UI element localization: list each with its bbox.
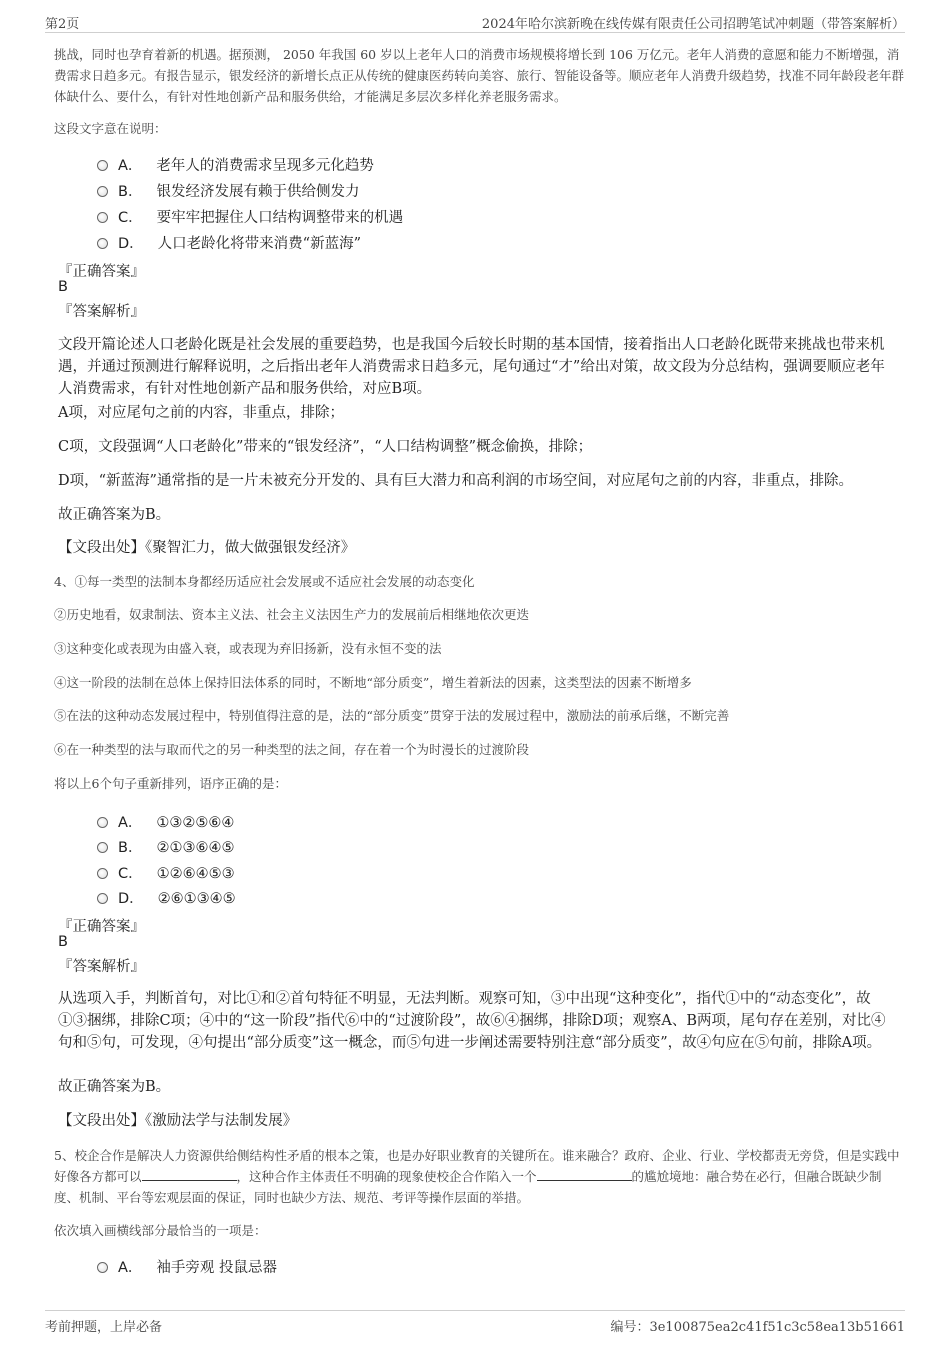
q3-analysis-p3: C项，文段强调“人口老龄化”带来的“银发经济”，“人口结构调整”概念偷换，排除； bbox=[58, 439, 593, 455]
footer-slogan: 考前押题，上岸必备 bbox=[45, 1320, 163, 1335]
radio-icon[interactable] bbox=[97, 238, 108, 249]
document-title: 2024年哈尔滨新晚在线传媒有限责任公司招聘笔试冲刺题（带答案解析） bbox=[481, 17, 905, 32]
q5-option-a[interactable]: A． 袖手旁观 投鼠忌器 bbox=[97, 1256, 277, 1277]
radio-icon[interactable] bbox=[97, 868, 108, 879]
q3-prompt: 这段文字意在说明： bbox=[54, 121, 167, 136]
q3-option-a[interactable]: A． 老年人的消费需求呈现多元化趋势 bbox=[97, 154, 374, 175]
radio-icon[interactable] bbox=[97, 186, 108, 197]
q4-analysis-p2: 故正确答案为B。 bbox=[58, 1079, 171, 1095]
q4-analysis-p1: 从选项入手，判断首句，对比①和②首句特征不明显，无法判断。观察可知，③中出现“这种变化”，指代①中的“动态变化”，故①③捆绑，排除C项；④中的“这一阶段”指代⑥中的“过渡阶段”，故⑥④捆绑，排除D项；观察A、B两项，尾句存在差别，对比④句和⑤句，可发现，④句提出“部分质变”这一概念，而⑤句进一步阐述需要特别注意“部分质变”，故④句应在⑤句前，排除A项。 bbox=[58, 991, 886, 1051]
page-number: 第2页 bbox=[45, 17, 80, 32]
blank-1 bbox=[142, 1168, 237, 1181]
q3-analysis-label: 『答案解析』 bbox=[58, 304, 145, 320]
radio-icon[interactable] bbox=[97, 212, 108, 223]
page-header bbox=[45, 8, 905, 33]
q4-sentence-1: 4、①每一类型的法制本身都经历适应社会发展或不适应社会发展的动态变化 bbox=[54, 574, 475, 589]
q3-option-c[interactable]: C． 要牢牢把握住人口结构调整带来的机遇 bbox=[97, 206, 403, 227]
q4-option-a[interactable]: A． ①③②⑤⑥④ bbox=[97, 811, 234, 832]
document-id: 编号：3e100875ea2c41f51c3c58ea13b51661 bbox=[610, 1320, 905, 1335]
q3-analysis-p1: 文段开篇论述人口老龄化既是社会发展的重要趋势，也是我国今后较长时期的基本国情，接着指出人口老龄化既带来挑战也带来机遇，并通过预测进行解释说明，之后指出老年人消费需求日趋多元，尾句通过“才”给出对策，故文段为分总结构，强调要顺应老年人消费需求，有针对性地创新产品和服务供给，对应B项。 bbox=[58, 337, 885, 397]
q3-analysis-p5: 故正确答案为B。 bbox=[58, 507, 171, 523]
q4-answer: B bbox=[58, 934, 68, 950]
q5-passage: 5、校企合作是解决人力资源供给侧结构性矛盾的根本之策，也是办好职业教育的关键所在。谁来融合？政府、企业、行业、学校都责无旁贷，但是实践中好像各方都可以 ，这种合作主体责任不明确的现象使校企合作陷入一个 的尴尬境地：融合势在必行，但融合既缺少制度、机制、平台等宏观层面的保证，同时也缺少方法、规范、考评等操作层面的举措。 bbox=[54, 1148, 900, 1205]
q5-prompt: 依次填入画横线部分最恰当的一项是： bbox=[54, 1223, 267, 1238]
q4-option-d[interactable]: D． ②⑥①③④⑤ bbox=[97, 887, 236, 908]
q4-option-b[interactable]: B． ②①③⑥④⑤ bbox=[97, 836, 234, 857]
q4-answer-label: 『正确答案』 bbox=[58, 919, 145, 935]
blank-2 bbox=[537, 1168, 632, 1181]
q4-sentence-5: ⑤在法的这种动态发展过程中，特别值得注意的是，法的“部分质变”贯穿于法的发展过程中，激励法的前承后继，不断完善 bbox=[54, 708, 730, 723]
q3-answer: B bbox=[58, 279, 68, 295]
radio-icon[interactable] bbox=[97, 1262, 108, 1273]
q3-source: 【文段出处】《聚智汇力，做大做强银发经济》 bbox=[58, 540, 356, 556]
q4-sentence-6: ⑥在一种类型的法与取而代之的另一种类型的法之间，存在着一个为时漫长的过渡阶段 bbox=[54, 742, 530, 757]
radio-icon[interactable] bbox=[97, 893, 108, 904]
page-footer bbox=[45, 1310, 905, 1335]
q3-analysis-p2: A项，对应尾句之前的内容，非重点，排除； bbox=[58, 405, 344, 421]
q4-sentence-2: ②历史地看，奴隶制法、资本主义法、社会主义法因生产力的发展前后相继地依次更迭 bbox=[54, 607, 530, 622]
radio-icon[interactable] bbox=[97, 842, 108, 853]
q4-source: 【文段出处】《激励法学与法制发展》 bbox=[58, 1113, 298, 1129]
radio-icon[interactable] bbox=[97, 817, 108, 828]
radio-icon[interactable] bbox=[97, 160, 108, 171]
q3-analysis-p4: D项，“新蓝海”通常指的是一片未被充分开发的、具有巨大潜力和高利润的市场空间，对应尾句之前的内容，非重点，排除。 bbox=[58, 473, 853, 489]
q4-sentence-4: ④这一阶段的法制在总体上保持旧法体系的同时，不断地“部分质变”，增生着新法的因素，这类型法的因素不断增多 bbox=[54, 675, 692, 690]
q3-option-b[interactable]: B． 银发经济发展有赖于供给侧发力 bbox=[97, 180, 359, 201]
q3-passage: 挑战，同时也孕育着新的机遇。据预测， 2050 年我国 60 岁以上老年人口的消费市场规模将增长到 106 万亿元。老年人消费的意愿和能力不断增强，消费需求日趋多元。有报告显示，银发经济的新增长点正从传统的健康医药转向美容、旅行、智能设备等。顺应老年人消费升级趋势，找准不同年龄段老年群体缺什么、要什么，有针对性地创新产品和服务供给，才能满足多层次多样化养老服务需求。 bbox=[54, 47, 905, 104]
q4-analysis-label: 『答案解析』 bbox=[58, 959, 145, 975]
q4-sentence-3: ③这种变化或表现为由盛入衰，或表现为弃旧扬新，没有永恒不变的法 bbox=[54, 641, 442, 656]
q4-prompt: 将以上6个句子重新排列，语序正确的是： bbox=[54, 776, 287, 791]
q3-option-d[interactable]: D． 人口老龄化将带来消费“新蓝海” bbox=[97, 232, 361, 253]
q3-answer-label: 『正确答案』 bbox=[58, 264, 145, 280]
q4-option-c[interactable]: C． ①②⑥④⑤③ bbox=[97, 862, 235, 883]
